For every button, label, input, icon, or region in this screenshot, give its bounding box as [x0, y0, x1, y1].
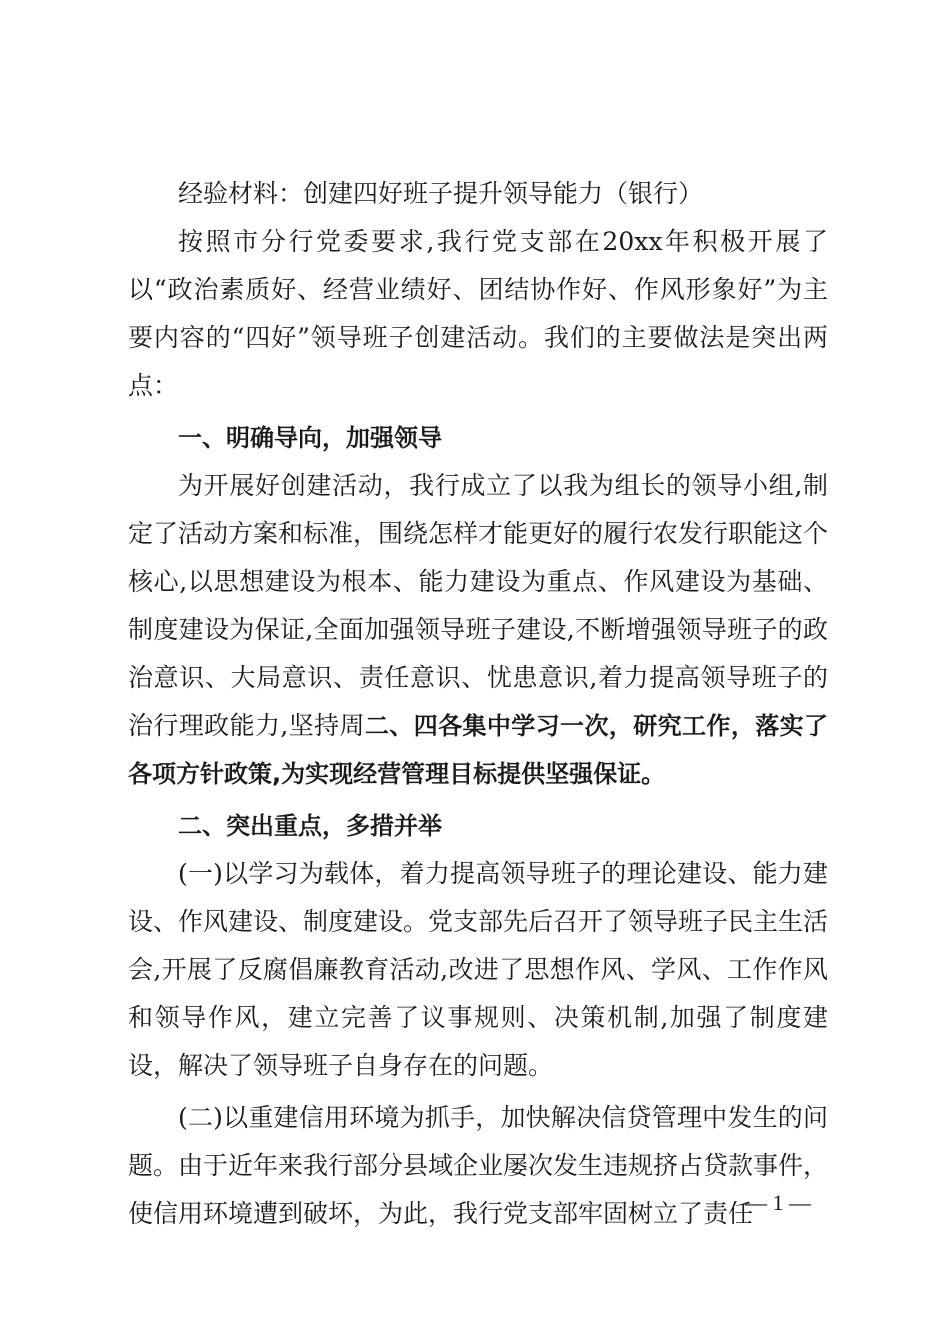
section-2-heading: 二、突出重点，多措并举 [178, 812, 442, 840]
section-1-paragraph [128, 462, 828, 798]
document-title: 经验材料：创建四好班子提升领导能力（银行） [178, 179, 704, 208]
section-2-paragraph-2: (二)以重建信用环境为抓手，加快解决信贷管理中发生的问题。由于近年来我行部分县域企业屡次发生违规挤占贷款事件，使信用环境遭到破坏，为此，我行党支部牢固树立了责任 [128, 1103, 829, 1228]
section-1-text: 为开展好创建活动，我行成立了以我为组长的领导小组,制定了活动方案和标准，围绕怎样才能更好的履行农发行职能这个核心,以思想建设为根本、能力建设为重点、作风建设为基础、制度建设为保证,全面加强领导班子建设,不断增强领导班子的政治意识、大局意识、责任意识、忧患意识,着力提高领导班子的治行理政能力,坚持周 [128, 471, 829, 740]
page-number: — 1 — [745, 1190, 811, 1215]
section-1-bold-text: 二、四各集中学习一次，研究工作，落实了各项方针政策,为实现经营管理目标提供坚强保证。 [128, 712, 829, 788]
section-2-paragraph-1: (一)以学习为载体，着力提高领导班子的理论建设、能力建设、作风建设、制度建设。党支部先后召开了领导班子民主生活会,开展了反腐倡廉教育活动,改进了思想作风、学风、工作作风和领导作风，建立完善了议事规则、决策机制,加强了制度建设，解决了领导班子自身存在的问题。 [128, 859, 829, 1080]
document-body [128, 170, 828, 1238]
intro-paragraph: 按照市分行党委要求,我行党支部在20xx年积极开展了以“政治素质好、经营业绩好、团结协作好、作风形象好”为主要内容的“四好”领导班子创建活动。我们的主要做法是突出两点： [128, 227, 828, 400]
section-1-heading: 一、明确导向，加强领导 [178, 424, 442, 452]
